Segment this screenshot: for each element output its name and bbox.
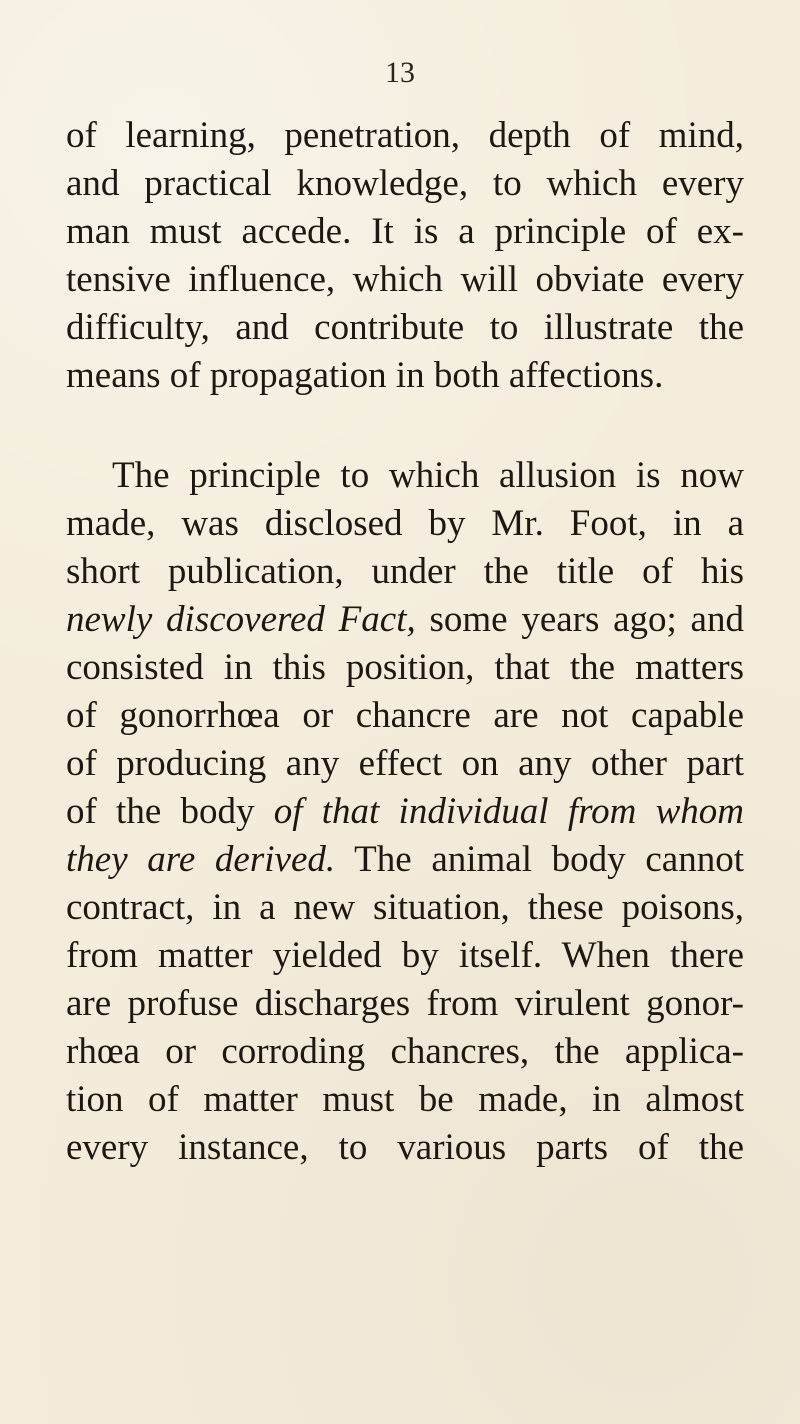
text-line: of producing any effect on any other part (66, 743, 744, 784)
text-line: of learning, penetration, depth of mind, (66, 115, 744, 156)
paragraph-2 (66, 452, 744, 1172)
text-line: of gonorrhœa or chancre are not capable (66, 695, 744, 736)
text-line: rhœa or corroding chancres, the applica- (66, 1031, 744, 1072)
text-line (66, 836, 744, 884)
text-run: The animal body cannot (335, 839, 744, 880)
body-text (66, 112, 744, 1172)
page-number: 13 (385, 56, 415, 89)
text-line: consisted in this position, that the matters (66, 647, 744, 688)
text-line: made, was disclosed by Mr. Foot, in a (66, 503, 744, 544)
text-line: and practical knowledge, to which every (66, 163, 744, 204)
text-run: of the body (66, 791, 274, 832)
text-line: difficulty, and contribute to illustrate the (66, 307, 744, 348)
text-run: some years ago; and (415, 599, 744, 640)
text-line: from matter yielded by itself. When there (66, 935, 744, 976)
italic-title: newly discovered Fact, (66, 599, 416, 640)
text-line (66, 596, 744, 644)
paragraph-gap (66, 400, 744, 452)
text-line: tensive influence, which will obviate every (66, 259, 744, 300)
text-line: man must accede. It is a principle of ex- (66, 211, 744, 252)
text-line: short publication, under the title of his (66, 551, 744, 592)
italic-phrase: of that individual from whom (273, 791, 744, 832)
text-line: every instance, to various parts of the (66, 1127, 744, 1168)
italic-phrase: they are derived. (66, 839, 336, 880)
text-line: are profuse discharges from virulent gonor- (66, 983, 744, 1024)
text-line: tion of matter must be made, in almost (66, 1079, 744, 1120)
text-line (66, 788, 744, 836)
paragraph-1 (66, 112, 744, 400)
text-line: contract, in a new situation, these poisons, (66, 887, 744, 928)
text-line: means of propagation in both affections. (66, 355, 664, 396)
text-line: The principle to which allusion is now (112, 455, 744, 496)
